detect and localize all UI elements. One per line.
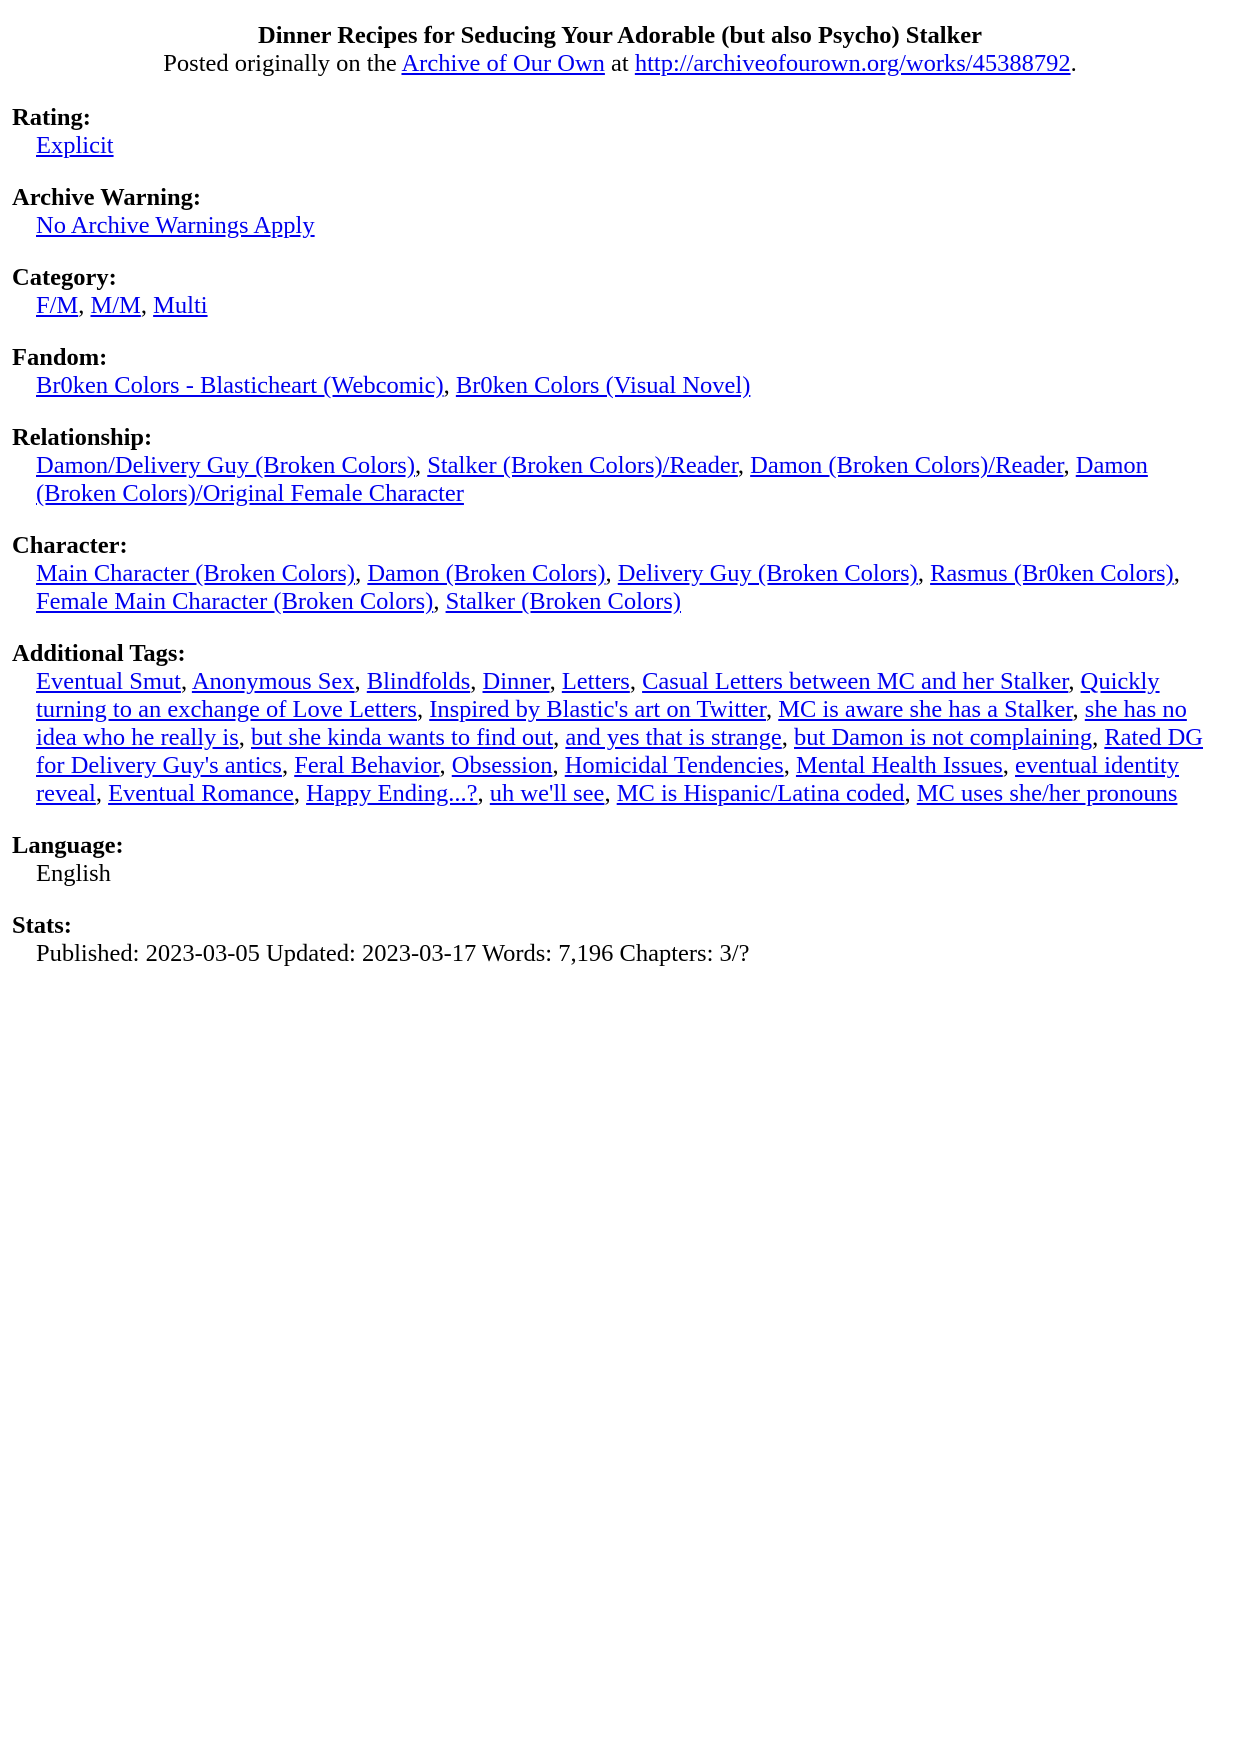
additional-tags-tag-link[interactable]: Homicidal Tendencies xyxy=(564,752,784,779)
stats-value: Published: 2023-03-05 Updated: 2023-03-17 Words: 7,196 Chapters: 3/? xyxy=(36,940,750,967)
additional-tags-values: Eventual Smut, Anonymous Sex, Blindfolds, Dinner, Letters, Casual Letters between MC and her Stalker, Quickly turning to an exchange of Love Letters, Inspired by Blastic's art on Twitter, MC is aware she has a Stalker, she has no idea who he really is, but she kinda wants to find out, and yes that is strange, but Damon is not complaining, Rated DG for Delivery Guy's antics, Feral Behavior, Obsession, Homicidal Tendencies, Mental Health Issues, eventual identity reveal, Eventual Romance, Happy Ending...?, uh we'll see, MC is Hispanic/Latina coded, MC uses she/her pronouns xyxy=(36,668,1203,807)
section-additional-tags xyxy=(12,640,1228,808)
document-header xyxy=(12,22,1228,78)
character-tag-link[interactable]: Delivery Guy (Broken Colors) xyxy=(617,560,918,587)
character-tag-link[interactable]: Female Main Character (Broken Colors) xyxy=(36,588,434,615)
additional-tags-tag-link[interactable]: Blindfolds xyxy=(366,668,471,695)
category-values: F/M, M/M, Multi xyxy=(36,292,208,319)
section-rating xyxy=(12,104,1228,160)
posted-suffix: . xyxy=(1070,50,1077,77)
additional-tags-tag-link[interactable]: she has no idea who he really is xyxy=(36,696,1187,751)
category-tag-link[interactable]: M/M xyxy=(90,292,141,319)
relationship-values: Damon/Delivery Guy (Broken Colors), Stalker (Broken Colors)/Reader, Damon (Broken Colors)/Reader, Damon (Broken Colors)/Original Female Character xyxy=(36,452,1148,507)
section-stats xyxy=(12,912,1228,968)
character-tag-link[interactable]: Main Character (Broken Colors) xyxy=(36,560,356,587)
section-character xyxy=(12,532,1228,616)
rating-values xyxy=(12,132,1228,160)
additional-tags-tag-link[interactable]: but she kinda wants to find out xyxy=(251,724,554,751)
language-label: Language: xyxy=(12,832,124,859)
additional-tags-tag-link[interactable]: Eventual Romance xyxy=(108,780,294,807)
character-values: Main Character (Broken Colors), Damon (Broken Colors), Delivery Guy (Broken Colors), Rasmus (Br0ken Colors), Female Main Character (Broken Colors), Stalker (Broken Colors) xyxy=(36,560,1180,615)
additional-tags-tag-link[interactable]: eventual identity reveal xyxy=(36,752,1179,807)
additional-tags-tag-link[interactable]: Rated DG for Delivery Guy's antics xyxy=(36,724,1203,779)
relationship-tag-link[interactable]: Damon (Broken Colors)/Original Female Character xyxy=(36,452,1148,507)
archive-warning-tag-link[interactable]: No Archive Warnings Apply xyxy=(36,212,315,239)
category-tag-link[interactable]: Multi xyxy=(153,292,208,319)
relationship-tag-link[interactable]: Damon/Delivery Guy (Broken Colors) xyxy=(36,452,415,479)
additional-tags-tag-link[interactable]: Dinner xyxy=(482,668,550,695)
additional-tags-tag-link[interactable]: MC is aware she has a Stalker xyxy=(778,696,1073,723)
fandom-tag-link[interactable]: Br0ken Colors (Visual Novel) xyxy=(455,372,751,399)
category-label: Category: xyxy=(12,264,117,291)
fandom-values: Br0ken Colors - Blasticheart (Webcomic), Br0ken Colors (Visual Novel) xyxy=(36,372,751,399)
posted-prefix: Posted originally on the xyxy=(163,50,402,77)
character-tag-link[interactable]: Stalker (Broken Colors) xyxy=(445,588,682,615)
additional-tags-tag-link[interactable]: MC uses she/her pronouns xyxy=(916,780,1178,807)
character-tag-link[interactable]: Damon (Broken Colors) xyxy=(367,560,606,587)
rating-label: Rating: xyxy=(12,104,91,131)
section-category xyxy=(12,264,1228,320)
archive-warning-label: Archive Warning: xyxy=(12,184,201,211)
work-title: Dinner Recipes for Seducing Your Adorable (but also Psycho) Stalker xyxy=(258,22,982,49)
additional-tags-tag-link[interactable]: and yes that is strange xyxy=(565,724,782,751)
language-value: English xyxy=(36,860,111,887)
metadata-sections xyxy=(12,104,1228,808)
additional-tags-tag-link[interactable]: uh we'll see xyxy=(489,780,605,807)
posted-middle: at xyxy=(604,50,635,77)
section-archive-warning xyxy=(12,184,1228,240)
section-language xyxy=(12,832,1228,888)
archive-warning-values xyxy=(12,212,1228,240)
posted-line xyxy=(12,50,1228,78)
additional-tags-label: Additional Tags: xyxy=(12,640,186,667)
rating-tag-link[interactable]: Explicit xyxy=(36,132,114,159)
additional-tags-tag-link[interactable]: Feral Behavior xyxy=(294,752,440,779)
relationship-label: Relationship: xyxy=(12,424,153,451)
additional-tags-tag-link[interactable]: Anonymous Sex xyxy=(191,668,355,695)
archive-link[interactable]: Archive of Our Own xyxy=(401,50,605,77)
category-tag-link[interactable]: F/M xyxy=(36,292,79,319)
additional-tags-tag-link[interactable]: but Damon is not complaining xyxy=(794,724,1093,751)
fandom-label: Fandom: xyxy=(12,344,108,371)
character-tag-link[interactable]: Rasmus (Br0ken Colors) xyxy=(930,560,1174,587)
relationship-tag-link[interactable]: Damon (Broken Colors)/Reader xyxy=(750,452,1064,479)
stats-label: Stats: xyxy=(12,912,72,939)
additional-tags-tag-link[interactable]: Obsession xyxy=(451,752,553,779)
additional-tags-tag-link[interactable]: Casual Letters between MC and her Stalker xyxy=(642,668,1069,695)
section-fandom xyxy=(12,344,1228,400)
additional-tags-tag-link[interactable]: Inspired by Blastic's art on Twitter xyxy=(429,696,766,723)
additional-tags-tag-link[interactable]: MC is Hispanic/Latina coded xyxy=(616,780,905,807)
section-relationship xyxy=(12,424,1228,508)
fandom-tag-link[interactable]: Br0ken Colors - Blasticheart (Webcomic) xyxy=(36,372,444,399)
additional-tags-tag-link[interactable]: Quickly turning to an exchange of Love Letters xyxy=(36,668,1160,723)
additional-tags-tag-link[interactable]: Happy Ending...? xyxy=(306,780,478,807)
additional-tags-tag-link[interactable]: Eventual Smut xyxy=(36,668,181,695)
additional-tags-tag-link[interactable]: Letters xyxy=(561,668,630,695)
relationship-tag-link[interactable]: Stalker (Broken Colors)/Reader xyxy=(427,452,738,479)
work-url-link[interactable]: http://archiveofourown.org/works/45388792 xyxy=(634,50,1071,77)
character-label: Character: xyxy=(12,532,128,559)
additional-tags-tag-link[interactable]: Mental Health Issues xyxy=(795,752,1003,779)
